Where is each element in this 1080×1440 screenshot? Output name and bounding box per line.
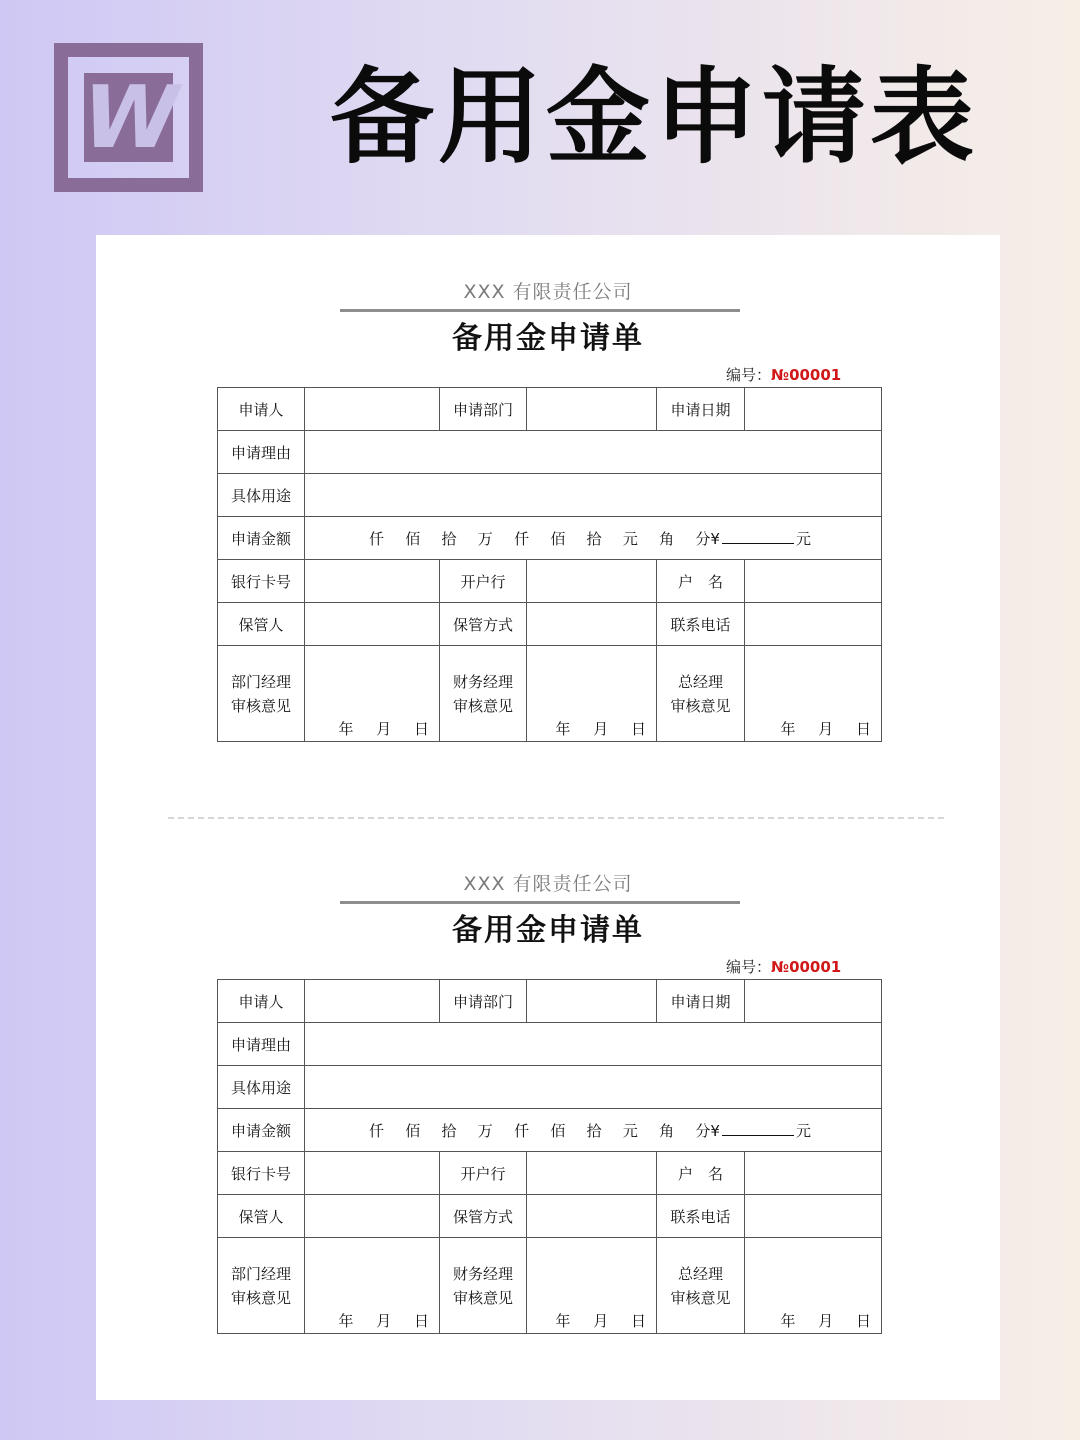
purpose-field[interactable]: [305, 1066, 882, 1109]
unit-bai: 佰: [405, 1121, 421, 1140]
account-name-label: 户 名: [657, 1152, 745, 1195]
table-row: [218, 1195, 882, 1238]
department-field[interactable]: [527, 388, 657, 431]
form-table: [217, 979, 882, 1334]
table-row: [218, 431, 882, 474]
form-title: 备用金申请单: [452, 321, 644, 356]
date-line: 年 月 日: [338, 720, 429, 738]
phone-field[interactable]: [745, 603, 882, 646]
applicant-field[interactable]: [305, 980, 440, 1023]
dept-manager-opinion-field[interactable]: [305, 646, 440, 742]
unit-jiao: 角: [659, 1121, 675, 1140]
amount-suffix: 元: [795, 1121, 811, 1140]
bank-card-label: 银行卡号: [218, 560, 305, 603]
serial-value: №00001: [771, 366, 842, 384]
table-row: [218, 560, 882, 603]
gm-label-2: 审核意见: [670, 696, 731, 715]
finance-manager-label: [440, 646, 527, 742]
reason-field[interactable]: [305, 1023, 882, 1066]
date-line: 年 月 日: [780, 720, 871, 738]
word-logo-tile: [72, 67, 185, 168]
amount-field[interactable]: [305, 1109, 882, 1152]
applicant-label: 申请人: [218, 388, 305, 431]
reason-label: 申请理由: [218, 431, 305, 474]
date-line: 年 月 日: [780, 1312, 871, 1330]
table-row: [218, 980, 882, 1023]
gm-opinion-field[interactable]: [745, 646, 882, 742]
unit-qian-2: 仟: [514, 529, 530, 548]
serial-value: №00001: [771, 958, 842, 976]
serial-number: [726, 365, 841, 385]
gm-label-2: 审核意见: [670, 1288, 731, 1307]
unit-wan: 万: [477, 1121, 493, 1140]
purpose-label: 具体用途: [218, 474, 305, 517]
apply-date-label: 申请日期: [657, 980, 745, 1023]
unit-shi: 拾: [441, 1121, 457, 1140]
apply-date-label: 申请日期: [657, 388, 745, 431]
applicant-label: 申请人: [218, 980, 305, 1023]
unit-bai: 佰: [405, 529, 421, 548]
finance-manager-label-1: 财务经理: [452, 672, 513, 691]
unit-yuan: 元: [622, 529, 638, 548]
dept-manager-label-1: 部门经理: [230, 1264, 291, 1283]
applicant-field[interactable]: [305, 388, 440, 431]
unit-shi-2: 拾: [586, 529, 602, 548]
bank-card-field[interactable]: [305, 1152, 440, 1195]
unit-qian: 仟: [369, 1121, 385, 1140]
title-rule: [340, 309, 740, 312]
account-name-field[interactable]: [745, 1152, 882, 1195]
purpose-label: 具体用途: [218, 1066, 305, 1109]
finance-manager-label-2: 审核意见: [452, 1288, 513, 1307]
phone-label: 联系电话: [657, 603, 745, 646]
custodian-label: 保管人: [218, 1195, 305, 1238]
table-row: [218, 603, 882, 646]
dept-manager-label: [218, 646, 305, 742]
gm-label: [657, 1238, 745, 1334]
apply-date-field[interactable]: [745, 980, 882, 1023]
amount-label: 申请金额: [218, 1109, 305, 1152]
title-rule: [340, 901, 740, 904]
word-logo-letter: W: [72, 67, 185, 168]
form-title: 备用金申请单: [452, 913, 644, 948]
table-row: [218, 1152, 882, 1195]
date-line: 年 月 日: [338, 1312, 429, 1330]
amount-blank-line[interactable]: [722, 1121, 794, 1136]
table-row: [218, 517, 882, 560]
finance-manager-label: [440, 1238, 527, 1334]
reason-field[interactable]: [305, 431, 882, 474]
gm-label-1: 总经理: [677, 672, 723, 691]
document-page: [96, 235, 1000, 1400]
custody-method-field[interactable]: [527, 603, 657, 646]
unit-shi-2: 拾: [586, 1121, 602, 1140]
unit-qian: 仟: [369, 529, 385, 548]
table-row: [218, 474, 882, 517]
dept-manager-label-2: 审核意见: [230, 1288, 291, 1307]
unit-fen-text: 分¥: [695, 1121, 720, 1140]
unit-fen-yen: [695, 528, 811, 549]
amount-units: [305, 1120, 881, 1141]
dept-manager-opinion-field[interactable]: [305, 1238, 440, 1334]
dept-manager-label-2: 审核意见: [230, 696, 291, 715]
purpose-field[interactable]: [305, 474, 882, 517]
table-row: [218, 388, 882, 431]
banner-title: 备用金申请表: [330, 56, 979, 178]
finance-manager-label-1: 财务经理: [452, 1264, 513, 1283]
serial-number: [726, 957, 841, 977]
table-row: [218, 1023, 882, 1066]
reason-label: 申请理由: [218, 1023, 305, 1066]
unit-jiao: 角: [659, 529, 675, 548]
company-name: XXX 有限责任公司: [463, 281, 633, 303]
form-table: [217, 387, 882, 742]
unit-fen-yen: [695, 1120, 811, 1141]
custodian-field[interactable]: [305, 1195, 440, 1238]
date-line: 年 月 日: [555, 720, 646, 738]
custodian-label: 保管人: [218, 603, 305, 646]
amount-field[interactable]: [305, 517, 882, 560]
table-row: [218, 1238, 882, 1334]
phone-label: 联系电话: [657, 1195, 745, 1238]
phone-field[interactable]: [745, 1195, 882, 1238]
department-field[interactable]: [527, 980, 657, 1023]
company-name: XXX 有限责任公司: [463, 873, 633, 895]
gm-label: [657, 646, 745, 742]
dept-manager-label: [218, 1238, 305, 1334]
custody-method-field[interactable]: [527, 1195, 657, 1238]
date-line: 年 月 日: [555, 1312, 646, 1330]
amount-label: 申请金额: [218, 517, 305, 560]
unit-bai-2: 佰: [550, 1121, 566, 1140]
bank-field[interactable]: [527, 560, 657, 603]
unit-yuan: 元: [622, 1121, 638, 1140]
table-row: [218, 1109, 882, 1152]
amount-suffix: 元: [795, 529, 811, 548]
bank-card-field[interactable]: [305, 560, 440, 603]
finance-manager-opinion-field[interactable]: [527, 646, 657, 742]
amount-units: [305, 528, 881, 549]
finance-manager-label-2: 审核意见: [452, 696, 513, 715]
unit-fen-text: 分¥: [695, 529, 720, 548]
custody-method-label: 保管方式: [440, 1195, 527, 1238]
custody-method-label: 保管方式: [440, 603, 527, 646]
department-label: 申请部门: [440, 980, 527, 1023]
serial-label: 编号：: [726, 366, 772, 384]
amount-blank-line[interactable]: [722, 529, 794, 544]
word-logo-icon: [54, 43, 203, 192]
table-row: [218, 646, 882, 742]
bank-label: 开户行: [440, 560, 527, 603]
petty-cash-form-2: [96, 827, 1000, 1347]
finance-manager-opinion-field[interactable]: [527, 1238, 657, 1334]
cut-line-divider: [168, 817, 944, 819]
unit-qian-2: 仟: [514, 1121, 530, 1140]
department-label: 申请部门: [440, 388, 527, 431]
unit-shi: 拾: [441, 529, 457, 548]
bank-field[interactable]: [527, 1152, 657, 1195]
table-row: [218, 1066, 882, 1109]
gm-opinion-field[interactable]: [745, 1238, 882, 1334]
unit-bai-2: 佰: [550, 529, 566, 548]
account-name-label: 户 名: [657, 560, 745, 603]
unit-wan: 万: [477, 529, 493, 548]
gm-label-1: 总经理: [677, 1264, 723, 1283]
dept-manager-label-1: 部门经理: [230, 672, 291, 691]
bank-card-label: 银行卡号: [218, 1152, 305, 1195]
apply-date-field[interactable]: [745, 388, 882, 431]
account-name-field[interactable]: [745, 560, 882, 603]
custodian-field[interactable]: [305, 603, 440, 646]
bank-label: 开户行: [440, 1152, 527, 1195]
petty-cash-form-1: [96, 235, 1000, 755]
serial-label: 编号：: [726, 958, 772, 976]
